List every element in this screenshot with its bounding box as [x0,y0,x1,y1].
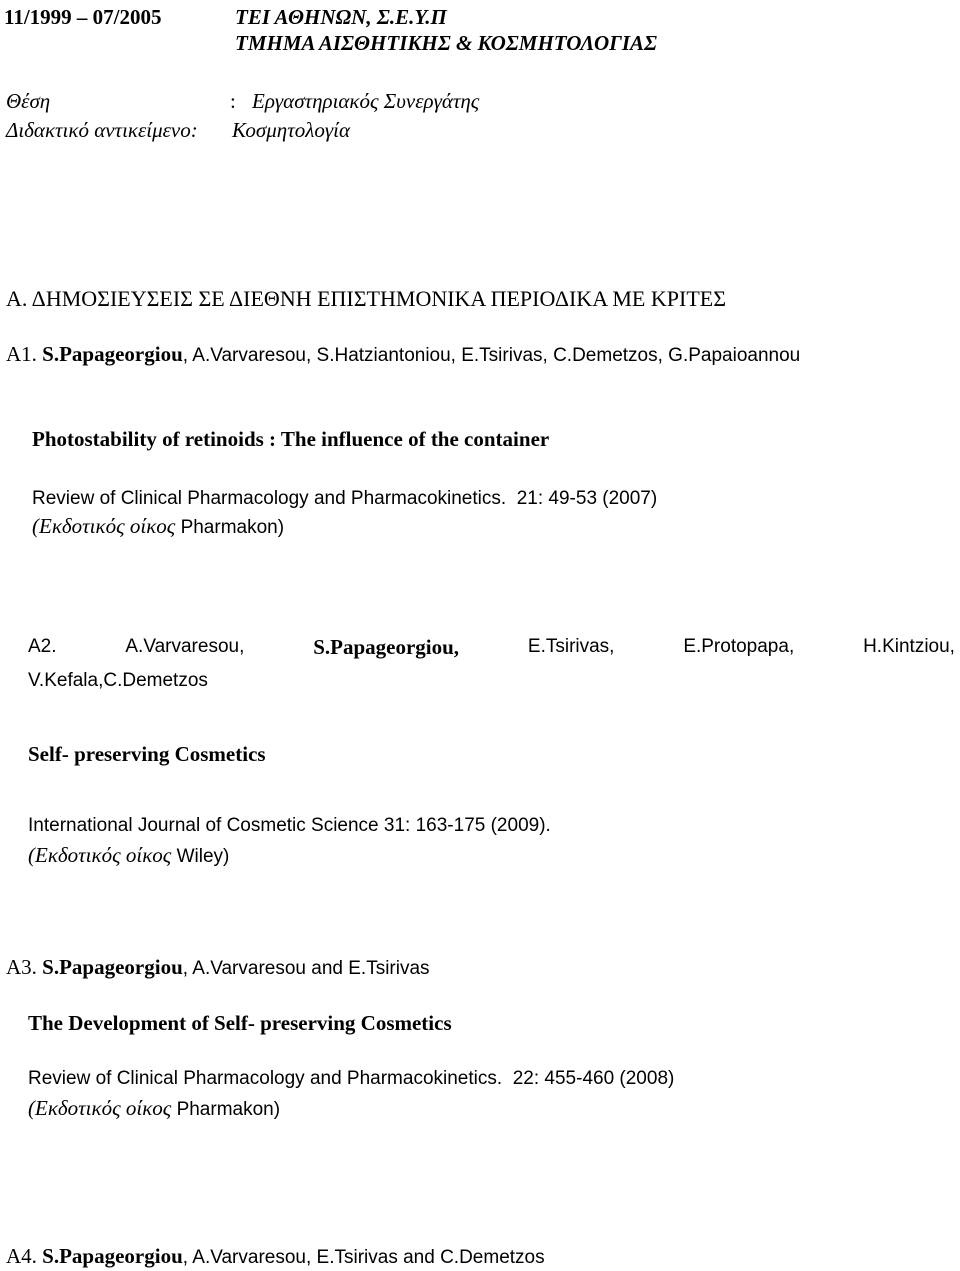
position-label: Θέση [6,89,51,113]
citation: 22: 455-460 (2008) [512,1068,675,1089]
publisher-name: Pharmakon) [180,517,285,538]
publisher-name: Pharmakon) [176,1099,281,1120]
publisher-name: Wiley) [176,846,230,867]
publication-a3-title: The Development of Self- preserving Cosmetics [28,1011,452,1035]
publication-a2-authors-line1 [28,634,955,660]
publication-a2-title: Self- preserving Cosmetics [28,742,266,766]
citation: 21: 49-53 (2007) [516,488,658,509]
author: H.Kintziou, [863,636,955,657]
publication-a3-journal [28,1066,674,1092]
publication-a2-journal: International Journal of Cosmetic Science 31: 163-175 (2009). [28,815,551,836]
publication-id: A1. [6,342,37,366]
lead-author: S.Papageorgiou, [313,635,460,659]
lead-author: S.Papageorgiou [42,955,183,979]
position-separator: : [230,89,236,113]
publication-a1-authors [6,341,800,369]
publication-a1-publisher [32,513,284,541]
subject-value: Κοσμητολογία [232,118,350,142]
department-name: ΤΜΗΜΑ ΑΙΣΘΗΤΙΚΗΣ & ΚΟΣΜΗΤΟΛΟΓΙΑΣ [235,31,658,55]
author: E.Protopapa, [683,636,795,657]
publication-a2-publisher [28,842,229,870]
co-authors: , A.Varvaresou, S.Hatziantoniou, E.Tsirivas, C.Demetzos, G.Papaioannou [182,345,801,366]
lead-author: S.Papageorgiou [42,342,183,366]
author: E.Tsirivas, [527,636,615,657]
publication-id: A3. [6,955,37,979]
employment-period: 11/1999 – 07/2005 [4,5,162,29]
position-value: Εργαστηριακός Συνεργάτης [252,89,480,113]
publication-id: A4. [6,1244,37,1268]
co-authors: , A.Varvaresou, E.Tsirivas and C.Demetzos [182,1247,545,1268]
co-authors: , A.Varvaresou and E.Tsirivas [182,958,430,979]
publisher-label: (Εκδοτικός οίκος [28,843,172,867]
publisher-label: (Εκδοτικός οίκος [32,514,176,538]
publication-a2-authors-line2: V.Kefala,C.Demetzos [28,670,208,691]
publication-a1-journal [32,486,657,512]
subject-label: Διδακτικό αντικείμενο: [6,118,198,142]
publication-a3-publisher [28,1095,280,1123]
journal-name: Review of Clinical Pharmacology and Pharmacokinetics. [28,1068,503,1089]
section-title: Α. ΔΗΜΟΣΙΕΥΣΕΙΣ ΣΕ ΔΙΕΘΝΗ ΕΠΙΣΤΗΜΟΝΙΚΑ ΠΕΡΙΟΔΙΚΑ ΜΕ ΚΡΙΤΕΣ [6,286,726,311]
publication-a1-title: Photostability of retinoids : The influence of the container [32,427,550,451]
publisher-label: (Εκδοτικός οίκος [28,1096,172,1120]
author: A.Varvaresou, [125,636,245,657]
lead-author: S.Papageorgiou [42,1244,183,1268]
journal-name: Review of Clinical Pharmacology and Pharmacokinetics. [32,488,507,509]
institution-name: ΤΕΙ ΑΘΗΝΩΝ, Σ.Ε.Υ.Π [235,5,447,29]
publication-a4-authors [6,1243,545,1271]
publication-id: A2. [28,636,57,657]
publication-a3-authors [6,954,430,982]
